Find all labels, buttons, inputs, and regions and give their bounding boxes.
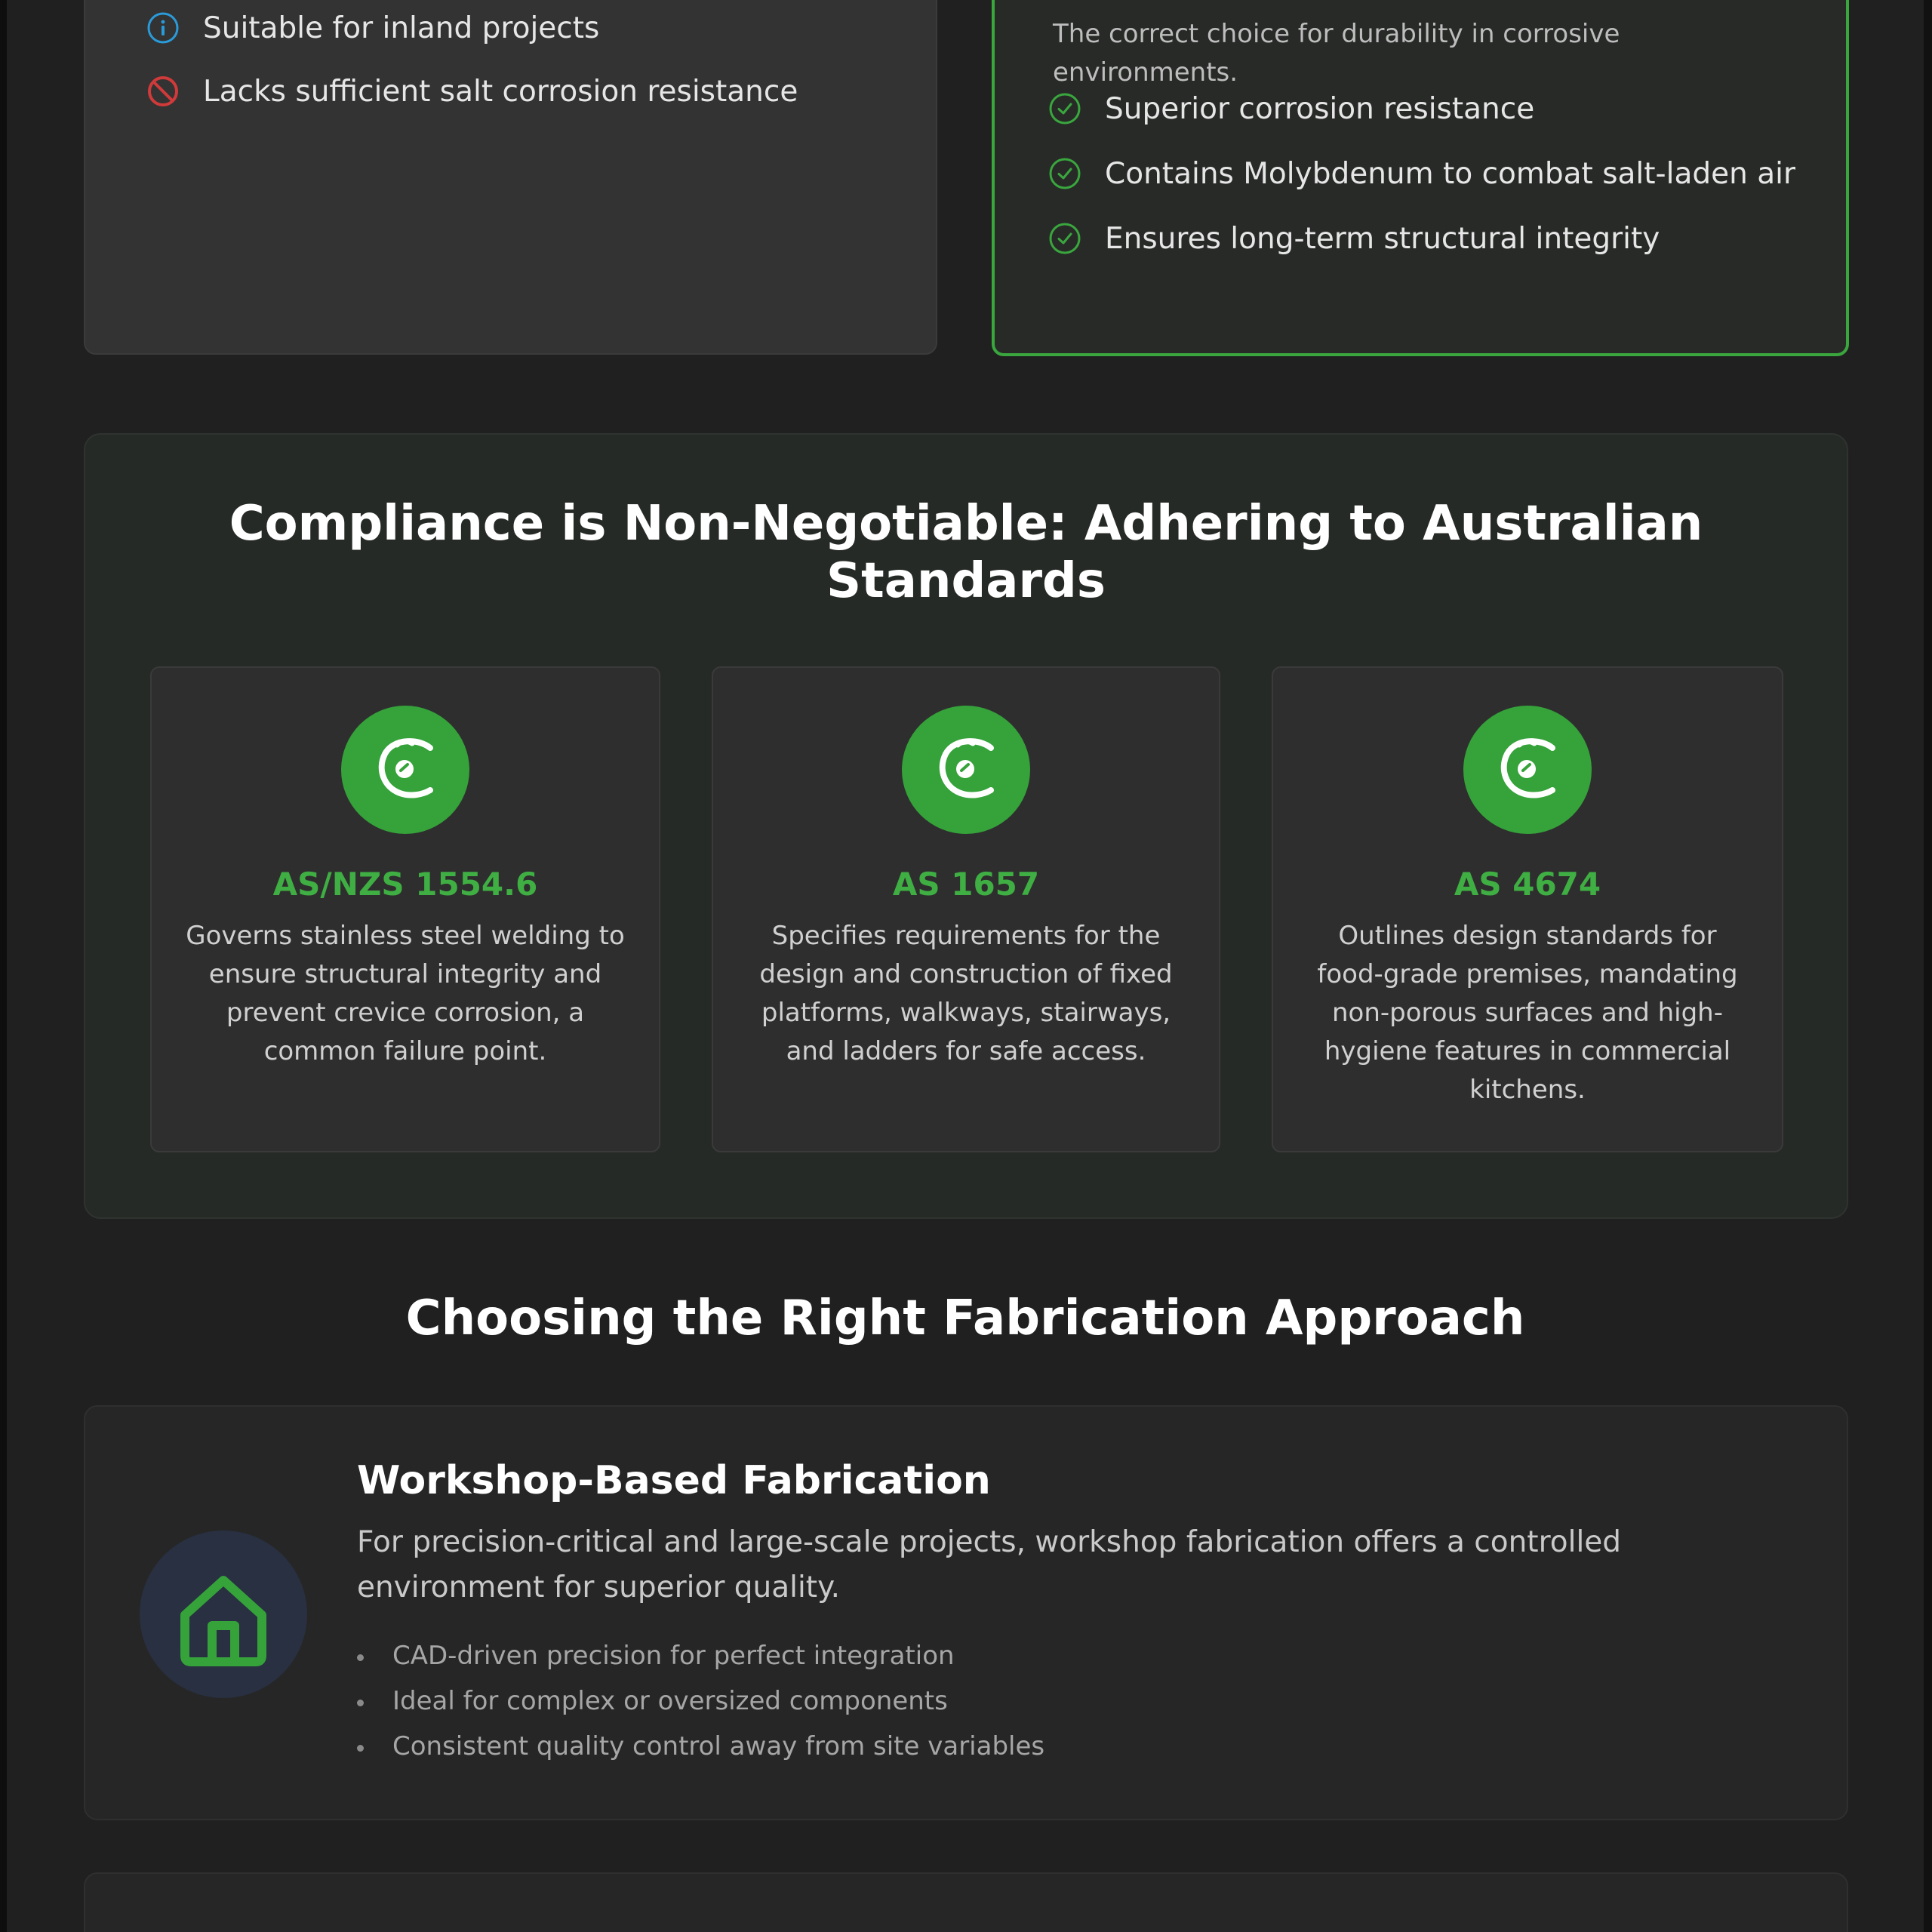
standard-code: AS 1657 bbox=[892, 866, 1040, 903]
prohibited-icon bbox=[146, 74, 180, 109]
feature-text: Lacks sufficient salt corrosion resistance bbox=[203, 74, 798, 109]
standard-code: AS 4674 bbox=[1454, 866, 1601, 903]
standard-card bbox=[1272, 666, 1783, 1152]
info-icon bbox=[146, 11, 180, 45]
card-lead: For precision-critical and large-scale projects, workshop fabrication offers a controlled environment for superior quality. bbox=[357, 1525, 1622, 1604]
standard-card bbox=[150, 666, 660, 1152]
certificate-icon bbox=[341, 706, 469, 834]
page-scrollbar[interactable] bbox=[1924, 0, 1932, 1932]
standard-description: Outlines design standards for food-grade premises, mandating non-porous surfaces and high-hygiene features in commercial kitchens. bbox=[1317, 921, 1738, 1105]
standard-card bbox=[712, 666, 1220, 1152]
feature-item bbox=[1048, 221, 1660, 256]
section-title: Compliance is Non-Negotiable: Adhering to Australian Standards bbox=[229, 496, 1703, 609]
feature-item bbox=[1048, 156, 1795, 191]
compliance-section bbox=[84, 433, 1848, 1219]
standard-code: AS/NZS 1554.6 bbox=[272, 866, 538, 903]
grade-card-inland bbox=[84, 0, 937, 355]
check-circle-icon bbox=[1048, 156, 1082, 191]
check-circle-icon bbox=[1048, 91, 1082, 126]
card-description: The correct choice for durability in corrosive environments. bbox=[1053, 19, 1620, 88]
home-icon bbox=[140, 1531, 307, 1698]
standard-description: Specifies requirements for the design and construction of fixed platforms, walkways, stairways, and ladders for safe access. bbox=[759, 921, 1173, 1066]
feature-text: Suitable for inland projects bbox=[203, 11, 600, 45]
feature-text: Ensures long-term structural integrity bbox=[1105, 221, 1660, 256]
section-title: Choosing the Right Fabrication Approach bbox=[405, 1291, 1525, 1346]
feature-item bbox=[146, 11, 599, 45]
list-item: Consistent quality control away from site variables bbox=[357, 1724, 1044, 1769]
list-item: Ideal for complex or oversized components bbox=[357, 1678, 1044, 1724]
card-title: Workshop-Based Fabrication bbox=[357, 1458, 991, 1503]
feature-text: Contains Molybdenum to combat salt-laden air bbox=[1105, 156, 1795, 191]
next-fabrication-card bbox=[84, 1872, 1848, 1932]
benefit-list bbox=[357, 1633, 1044, 1769]
feature-item bbox=[146, 74, 798, 109]
standard-description: Governs stainless steel welding to ensure structural integrity and prevent crevice corrosion, a common failure point. bbox=[186, 921, 625, 1066]
grade-card-coastal bbox=[992, 0, 1849, 356]
list-item: CAD-driven precision for perfect integration bbox=[357, 1633, 1044, 1678]
workshop-fabrication-card bbox=[84, 1405, 1848, 1820]
certificate-icon bbox=[902, 706, 1030, 834]
check-circle-icon bbox=[1048, 221, 1082, 256]
feature-item bbox=[1048, 91, 1534, 126]
feature-text: Superior corrosion resistance bbox=[1105, 91, 1535, 126]
page bbox=[7, 0, 1924, 1932]
certificate-icon bbox=[1463, 706, 1592, 834]
